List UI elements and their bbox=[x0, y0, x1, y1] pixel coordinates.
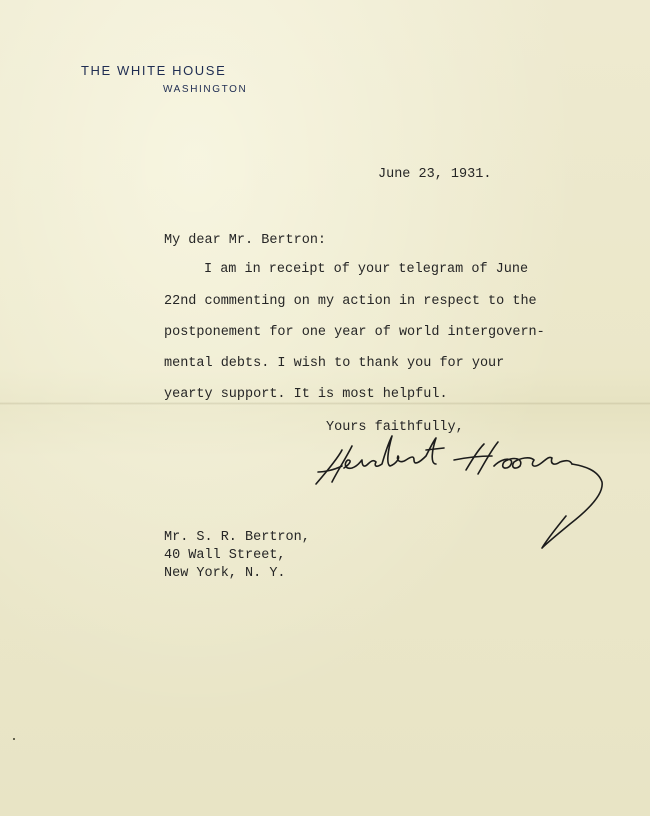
letter-closing: Yours faithfully, bbox=[326, 420, 464, 435]
recipient-address-line: New York, N. Y. bbox=[164, 566, 286, 581]
paper-speck bbox=[13, 738, 15, 740]
letter-body-line: yearty support. It is most helpful. bbox=[164, 387, 448, 402]
letter-body-line: 22nd commenting on my action in respect to the bbox=[164, 294, 537, 309]
letter-salutation: My dear Mr. Bertron: bbox=[164, 233, 327, 248]
recipient-address-line: 40 Wall Street, bbox=[164, 548, 286, 563]
letterhead-subtitle: WASHINGTON bbox=[163, 84, 248, 95]
letterhead-title: THE WHITE HOUSE bbox=[81, 63, 227, 78]
recipient-address-line: Mr. S. R. Bertron, bbox=[164, 530, 310, 545]
paper-fold bbox=[0, 402, 650, 405]
letter-body-line: I am in receipt of your telegram of June bbox=[204, 262, 529, 277]
letter-date: June 23, 1931. bbox=[378, 167, 492, 182]
handwritten-signature bbox=[308, 420, 608, 555]
letter-body-line: postponement for one year of world intergovern- bbox=[164, 325, 545, 340]
letter-body-line: mental debts. I wish to thank you for your bbox=[164, 356, 505, 371]
